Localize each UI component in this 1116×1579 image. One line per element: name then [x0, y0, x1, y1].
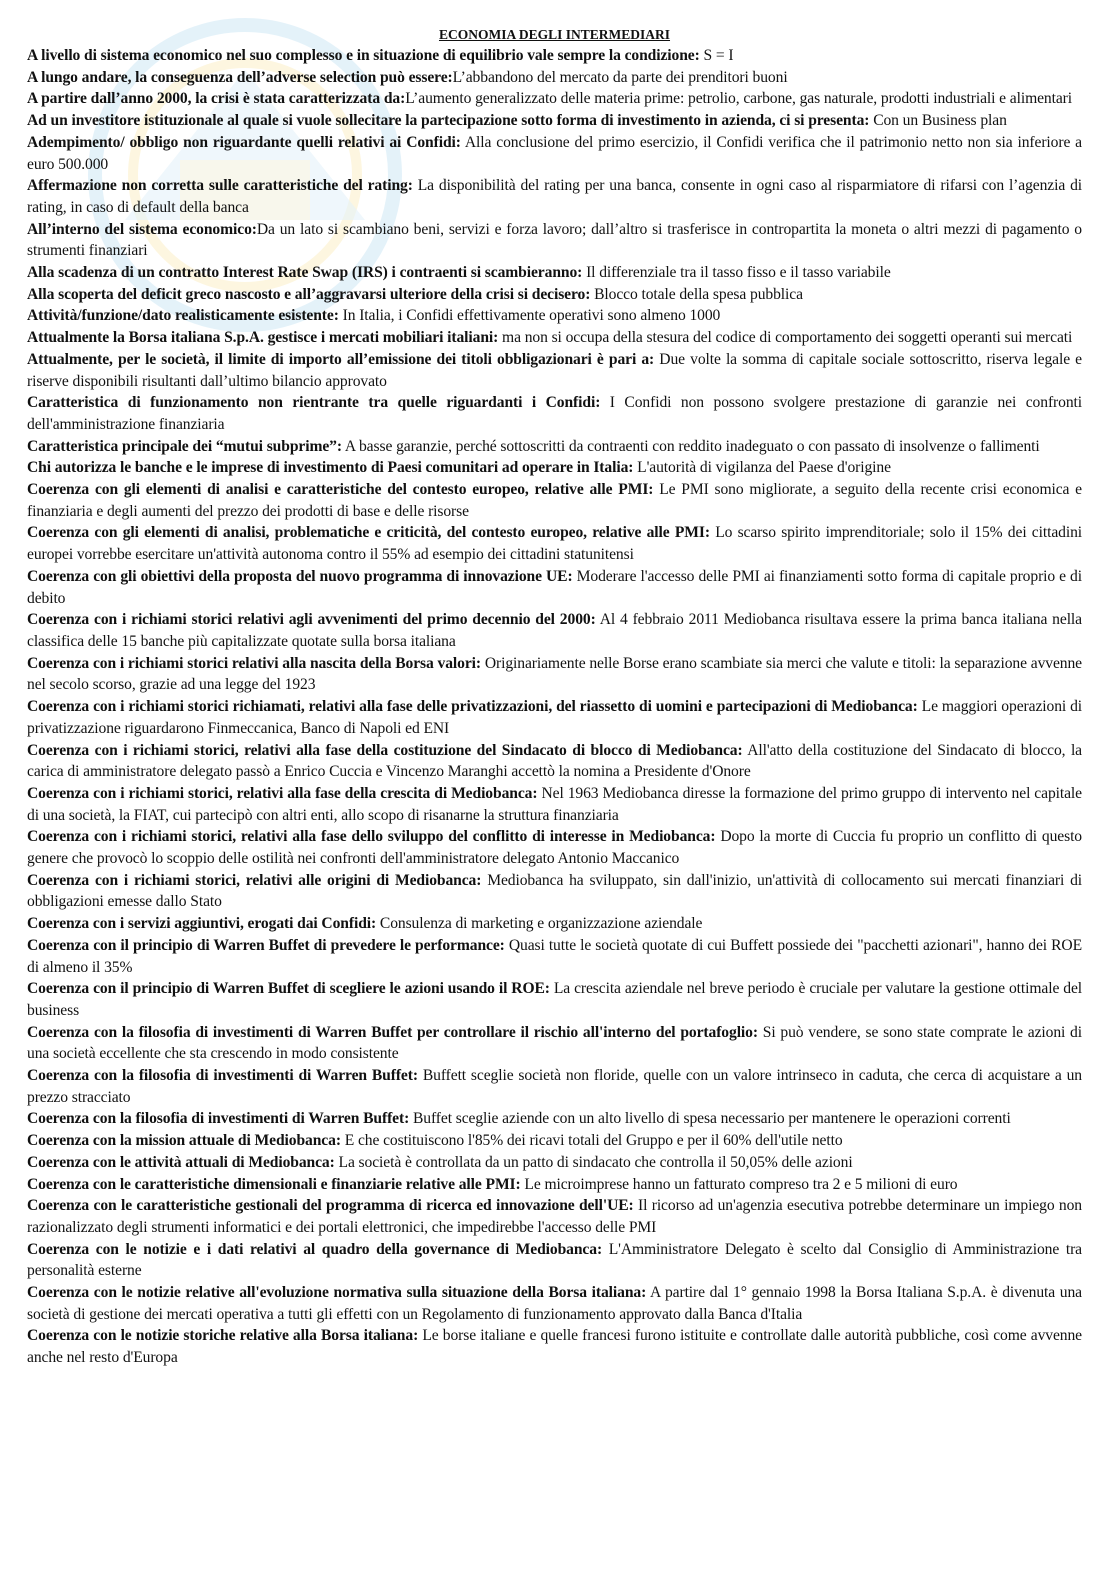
entry-answer: L'autorità di vigilanza del Paese d'origine	[633, 459, 891, 477]
entry-answer: All'atto della costituzione del Sindacato di blocco, la carica di amministratore delegato passò a Enrico Cuccia e Vincenzo Maranghi accettò la nomina a Presidente d'Onore	[27, 741, 1083, 781]
entry-answer: Il differenziale tra il tasso fisso e il tasso variabile	[582, 264, 891, 282]
entry-answer: A partire dal 1° gennaio 1998 la Borsa Italiana S.p.A. è divenuta una società di gestione dei mercati operativa a tutti gli effetti con un Regolamento di funzionamento approvato dalla Banca d'Italia	[27, 1284, 1082, 1323]
qa-entry	[27, 349, 1082, 392]
entry-question: Coerenza con la filosofia di investimenti di Warren Buffet:	[27, 1067, 418, 1085]
entry-answer: Buffett sceglie società non floride, quelle con un valore intrinseco in caduta, che cerca di acquistare a un prezzo stracciato	[27, 1067, 1083, 1106]
qa-entry	[27, 219, 1082, 262]
qa-entry	[27, 740, 1082, 783]
qa-entry	[27, 522, 1082, 565]
entry-question: Affermazione non corretta sulle caratteristiche del rating:	[27, 177, 413, 195]
qa-entry	[27, 262, 1082, 284]
entry-answer: Il ricorso ad un'agenzia esecutiva potrebbe determinare un impiego non razionalizzato degli strumenti informatici e dei portali elettronici, che impedirebbe l'accesso delle PMI	[27, 1197, 1083, 1236]
entry-question: Coerenza con la mission attuale di Mediobanca:	[27, 1132, 341, 1150]
entry-question: Coerenza con i richiami storici relativi agli avvenimenti del primo decennio del 2000:	[27, 611, 596, 629]
entry-answer: Le microimprese hanno un fatturato compreso tra 2 e 5 milioni di euro	[520, 1175, 958, 1193]
entry-question: Alla scadenza di un contratto Interest Rate Swap (IRS) i contraenti si scambieranno:	[27, 264, 583, 282]
qa-entry	[27, 653, 1082, 696]
entry-answer: Quasi tutte le società quotate di cui Buffett possiede dei "pacchetti azionari", hanno dei ROE di almeno il 35%	[27, 936, 1082, 976]
qa-entry	[27, 826, 1082, 869]
entry-answer: Le borse italiane e quelle francesi furono istituite e controllate dalle autorità pubbliche, così come avvenne anche nel resto d'Europa	[27, 1327, 1083, 1367]
entry-answer: Lo scarso spirito imprenditoriale; solo il 15% dei cittadini europei vorrebbe esercitare un'attività autonoma contro il 55% ad esempio dei cittadini statunitensi	[27, 524, 1082, 564]
entry-answer: I Confidi non possono svolgere prestazione di garanzie nei confronti dell'amministrazione finanziaria	[27, 394, 1082, 433]
qa-entry	[27, 327, 1082, 349]
entry-answer: In Italia, i Confidi effettivamente operativi sono almeno 1000	[338, 307, 721, 325]
entry-question: Caratteristica di funzionamento non rientrante tra quelle riguardanti i Confidi:	[27, 394, 601, 412]
entry-answer: ma non si occupa della stesura del codice di comportamento dei soggetti operanti sui mercati	[498, 329, 1073, 347]
entry-answer: Con un Business plan	[869, 112, 1007, 130]
qa-entry	[27, 783, 1082, 826]
entry-answer: La società è controllata da un patto di sindacato che controlla il 50,05% delle azioni	[334, 1153, 853, 1171]
qa-entry	[27, 978, 1082, 1021]
entry-question: Caratteristica principale dei “mutui subprime”:	[27, 437, 342, 455]
entry-answer: Al 4 febbraio 2011 Mediobanca risultava essere la prima banca italiana nella classifica delle 15 banche più capitalizzate quotate sulla borsa italiana	[27, 611, 1082, 650]
entry-question: Coerenza con la filosofia di investimenti di Warren Buffet per controllare il rischio all'interno del portafoglio:	[27, 1023, 758, 1041]
entry-answer: Due volte la somma di capitale sociale sottoscritto, riserva legale e riserve disponibili risultanti dall’ultimo bilancio approvato	[27, 350, 1082, 390]
entry-answer: L’abbandono del mercato da parte dei prenditori buoni	[452, 68, 788, 86]
qa-entry	[27, 436, 1082, 458]
qa-entry	[27, 110, 1082, 132]
entry-answer: Consulenza di marketing e organizzazione aziendale	[376, 915, 703, 933]
qa-entry	[27, 88, 1082, 110]
entry-question: Coerenza con i richiami storici relativi alla nascita della Borsa valori:	[27, 654, 482, 672]
qa-entry	[27, 284, 1082, 306]
entry-question: Adempimento/ obbligo non riguardante quelli relativi ai Confidi:	[27, 133, 461, 151]
qa-entry	[27, 1325, 1082, 1368]
entry-answer: L’aumento generalizzato delle materia prime: petrolio, carbone, gas naturale, prodotti industriali e alimentari	[405, 90, 1073, 108]
qa-entry	[27, 67, 1082, 89]
entry-question: Coerenza con gli obiettivi della proposta del nuovo programma di innovazione UE:	[27, 567, 573, 585]
entry-question: Coerenza con le attività attuali di Mediobanca:	[27, 1153, 335, 1171]
entry-question: Coerenza con le notizie e i dati relativi al quadro della governance di Mediobanca:	[27, 1240, 603, 1258]
entry-question: Coerenza con le caratteristiche dimensionali e finanziarie relative alle PMI:	[27, 1175, 521, 1193]
entries-list	[27, 45, 1082, 1369]
entry-question: Attualmente, per le società, il limite di importo all’emissione dei titoli obbligazionari è pari a:	[27, 350, 655, 368]
entry-question: Attività/funzione/dato realisticamente esistente:	[27, 307, 339, 325]
entry-answer: Alla conclusione del primo esercizio, il Confidi verifica che il patrimonio netto non sia inferiore a euro 500.000	[27, 133, 1082, 173]
entry-question: Coerenza con gli elementi di analisi e caratteristiche del contesto europeo, relative alle PMI:	[27, 481, 654, 499]
qa-entry	[27, 1065, 1082, 1108]
entry-answer: La disponibilità del rating per una banca, consente in ogni caso al risparmiatore di rifarsi con l’agenzia di rating, in caso di default della banca	[27, 177, 1083, 216]
qa-entry	[27, 1282, 1082, 1325]
entry-question: Coerenza con le caratteristiche gestionali del programma di ricerca ed innovazione dell'UE:	[27, 1197, 634, 1215]
document-title: ECONOMIA DEGLI INTERMEDIARI	[438, 27, 671, 42]
qa-entry	[27, 913, 1082, 935]
qa-entry	[27, 305, 1082, 327]
entry-question: Coerenza con i richiami storici, relativi alla fase della costituzione del Sindacato di blocco di Mediobanca:	[27, 741, 743, 759]
qa-entry	[27, 566, 1082, 609]
document-page	[27, 26, 1082, 1369]
entry-question: Coerenza con le notizie relative all'evoluzione normativa sulla situazione della Borsa italiana:	[27, 1284, 647, 1302]
entry-answer: Dopo la morte di Cuccia fu proprio un conflitto di questo genere che provocò lo scoppio delle ostilità nei confronti dell'amministratore delegato Antonio Maccanico	[27, 828, 1082, 868]
qa-entry	[27, 609, 1082, 652]
qa-entry	[27, 696, 1082, 739]
entry-answer: Da un lato si scambiano beni, servizi e forza lavoro; dall’altro si trasferisce in contropartita la moneta o altri mezzi di pagamento o strumenti finanziari	[27, 220, 1082, 260]
entry-answer: Mediobanca ha sviluppato, sin dall'inizio, un'attività di collocamento sui mercati finanziari di obbligazioni emesse dallo Stato	[27, 871, 1082, 911]
entry-answer: L'Amministratore Delegato è scelto dal Consiglio di Amministrazione tra personalità esterne	[27, 1240, 1082, 1280]
entry-question: Coerenza con i richiami storici richiamati, relativi alla fase delle privatizzazioni, del riassetto di uomini e partecipazioni di Mediobanca:	[27, 698, 918, 716]
qa-entry	[27, 1152, 1082, 1174]
qa-entry	[27, 935, 1082, 978]
qa-entry	[27, 1174, 1082, 1196]
entry-question: All’interno del sistema economico:	[27, 220, 257, 238]
qa-entry	[27, 45, 1082, 67]
entry-question: Coerenza con la filosofia di investimenti di Warren Buffet:	[27, 1110, 410, 1128]
entry-answer: Moderare l'accesso delle PMI ai finanziamenti sotto forma di capitale proprio e di debito	[27, 567, 1082, 607]
entry-question: Coerenza con le notizie storiche relative alla Borsa italiana:	[27, 1327, 419, 1345]
qa-entry	[27, 1239, 1082, 1282]
entry-answer: A basse garanzie, perché sottoscritti da contraenti con reddito inadeguato o con passato di insolvenze o fallimenti	[341, 437, 1040, 455]
entry-answer: Blocco totale della spesa pubblica	[590, 285, 803, 303]
entry-answer: S = I	[699, 47, 734, 64]
entry-answer: Nel 1963 Mediobanca diresse la formazione del primo gruppo di intervento nel capitale di una società, la FIAT, cui partecipò con altri enti, allo scopo di risanarne la struttura finanziaria	[27, 784, 1082, 824]
qa-entry	[27, 175, 1082, 218]
entry-answer: Buffet sceglie aziende con un alto livello di spesa necessario per mantenere le operazioni correnti	[409, 1110, 1011, 1128]
qa-entry	[27, 1130, 1082, 1152]
entry-question: Chi autorizza le banche e le imprese di investimento di Paesi comunitari ad operare in Italia:	[27, 459, 634, 477]
entry-question: Ad un investitore istituzionale al quale si vuole sollecitare la partecipazione sotto forma di investimento in azienda, ci si presenta:	[27, 112, 870, 130]
entry-question: A lungo andare, la conseguenza dell’adverse selection può essere:	[27, 68, 453, 86]
entry-question: Coerenza con i servizi aggiuntivi, erogati dai Confidi:	[27, 915, 377, 933]
entry-question: Coerenza con gli elementi di analisi, problematiche e criticità, del contesto europeo, relative alle PMI:	[27, 524, 710, 542]
entry-question: Alla scoperta del deficit greco nascosto e all’aggravarsi ulteriore della crisi si decisero:	[27, 285, 591, 303]
entry-question: A livello di sistema economico nel suo complesso e in situazione di equilibrio vale sempre la condizione:	[27, 47, 700, 64]
qa-entry	[27, 1195, 1082, 1238]
entry-answer: Originariamente nelle Borse erano scambiate sia merci che valute e titoli: la separazione avvenne nel secolo scorso, grazie ad una legge del 1923	[27, 654, 1082, 694]
entry-question: Coerenza con il principio di Warren Buffet di scegliere le azioni usando il ROE:	[27, 980, 550, 998]
qa-entry	[27, 1108, 1082, 1130]
entry-question: Coerenza con i richiami storici, relativi alle origini di Mediobanca:	[27, 871, 482, 889]
entry-answer: La crescita aziendale nel breve periodo è cruciale per valutare la gestione ottimale del business	[27, 980, 1082, 1019]
entry-answer: Le maggiori operazioni di privatizzazione riguardarono Finmeccanica, Banco di Napoli ed ENI	[27, 698, 1083, 737]
entry-answer: Si può vendere, se sono state comprate le azioni di una società eccellente che sta crescendo in modo consistente	[27, 1023, 1082, 1063]
entry-question: Attualmente la Borsa italiana S.p.A. gestisce i mercati mobiliari italiani:	[27, 329, 499, 347]
qa-entry	[27, 870, 1082, 913]
qa-entry	[27, 457, 1082, 479]
qa-entry	[27, 392, 1082, 435]
entry-answer: E che costituiscono l'85% dei ricavi totali del Gruppo e per il 60% dell'utile netto	[340, 1132, 843, 1150]
qa-entry	[27, 1022, 1082, 1065]
entry-question: Coerenza con i richiami storici, relativi alla fase dello sviluppo del conflitto di interesse in Mediobanca:	[27, 828, 716, 846]
qa-entry	[27, 132, 1082, 175]
entry-answer: Le PMI sono migliorate, a seguito della recente crisi economica e finanziaria e degli aumenti del prezzo dei prodotti di base e delle risorse	[27, 481, 1082, 520]
entry-question: A partire dall’anno 2000, la crisi è stata caratterizzata da:	[27, 90, 406, 108]
entry-question: Coerenza con il principio di Warren Buffet di prevedere le performance:	[27, 936, 505, 954]
entry-question: Coerenza con i richiami storici, relativi alla fase della crescita di Mediobanca:	[27, 784, 538, 802]
qa-entry	[27, 479, 1082, 522]
